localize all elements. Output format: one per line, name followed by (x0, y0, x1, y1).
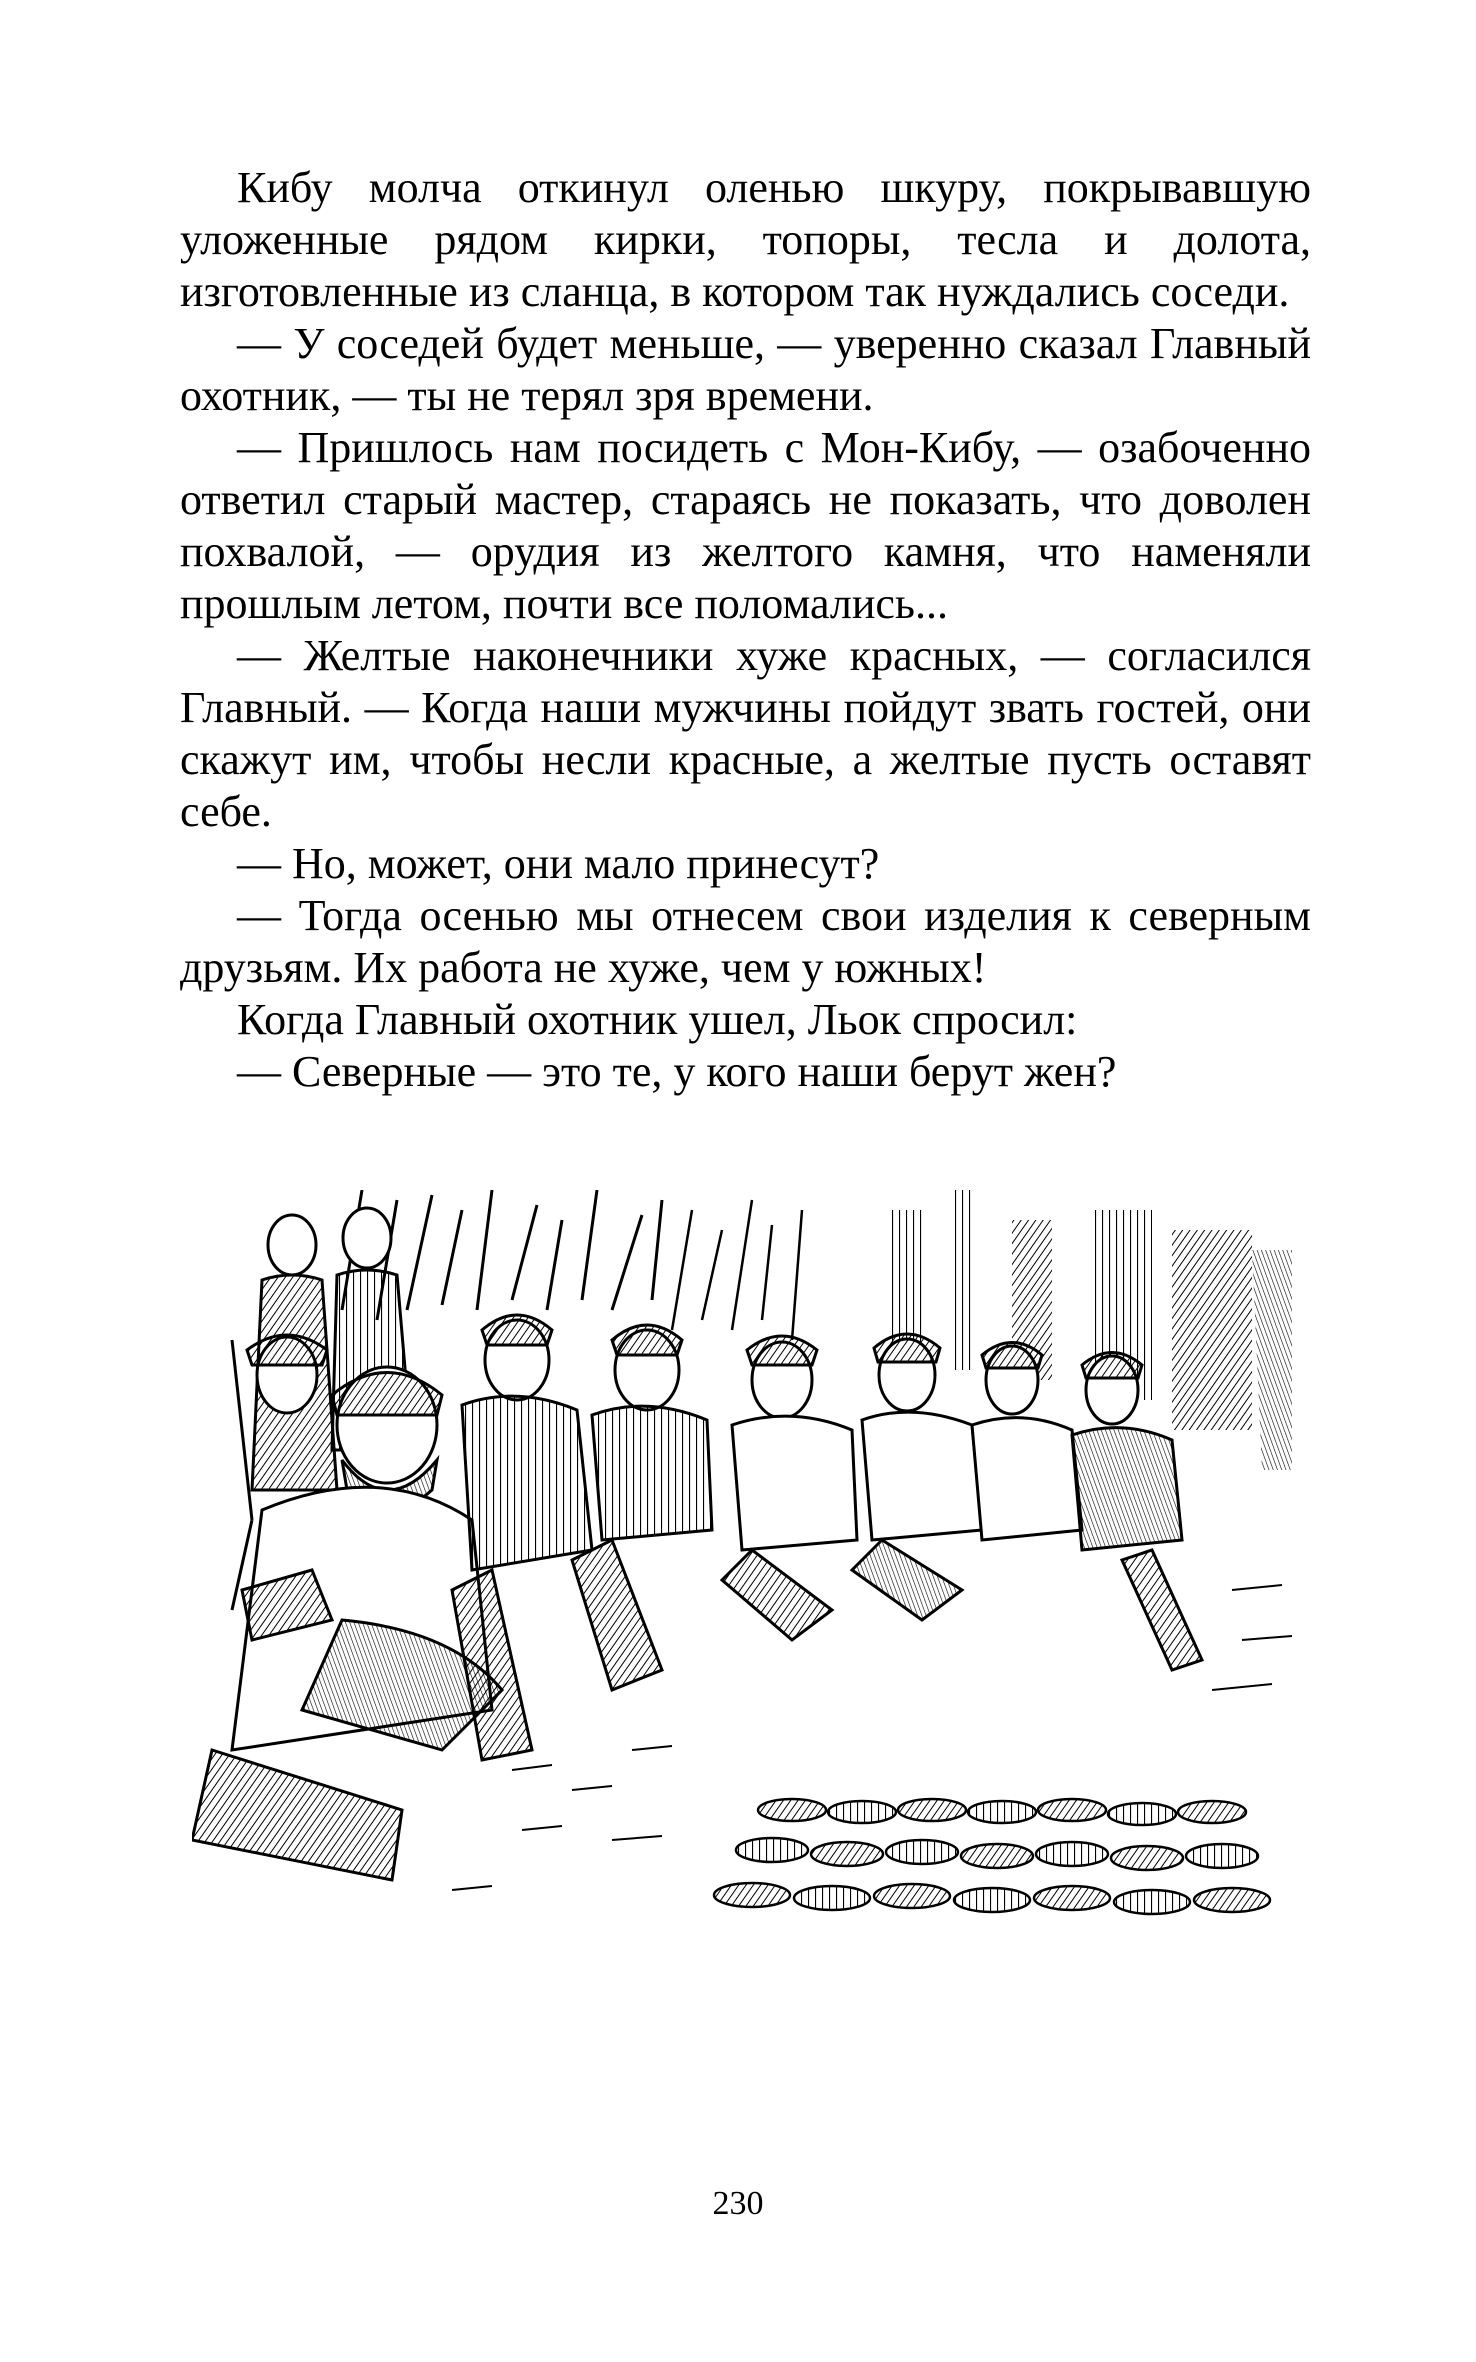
body-text (180, 162, 1311, 1098)
paragraph-4: — Желтые наконечники хуже красных, — согласился Главный. — Когда наши мужчины пойдут звать гостей, они скажут им, чтобы несли красные, а желтые пусть оставят себе. (180, 631, 1311, 836)
stone-tools (714, 1799, 1270, 1914)
paragraph-3: — Пришлось нам посидеть с Мон-Кибу, — озабоченно ответил старый мастер, стараясь не показать, что доволен похвалой, — орудия из желтого камня, что наменяли прошлым летом, почти все поломались... (180, 423, 1311, 628)
paragraph-6: — Тогда осенью мы отнесем свои изделия к северным друзьям. Их работа не хуже, чем у южных! (180, 891, 1311, 992)
seated-hunters (192, 1315, 1202, 1880)
illustration-hunters-gathering (192, 1190, 1304, 1940)
paragraph-8: — Северные — это те, у кого наши берут жен? (237, 1047, 1117, 1096)
paragraph-5: — Но, может, они мало принесут? (237, 839, 880, 888)
paragraph-1: Кибу молча откинул оленью шкуру, покрывавшую уложенные рядом кирки, топоры, тесла и долота, изготовленные из сланца, в котором так нуждались соседи. (180, 163, 1311, 316)
paragraph-7: Когда Главный охотник ушел, Льок спросил: (237, 995, 1078, 1044)
paragraph-2: — У соседей будет меньше, — уверенно сказал Главный охотник, — ты не терял зря времени. (180, 319, 1311, 420)
page-number: 230 (712, 2185, 764, 2222)
illustration-drawing (192, 1190, 1304, 1940)
